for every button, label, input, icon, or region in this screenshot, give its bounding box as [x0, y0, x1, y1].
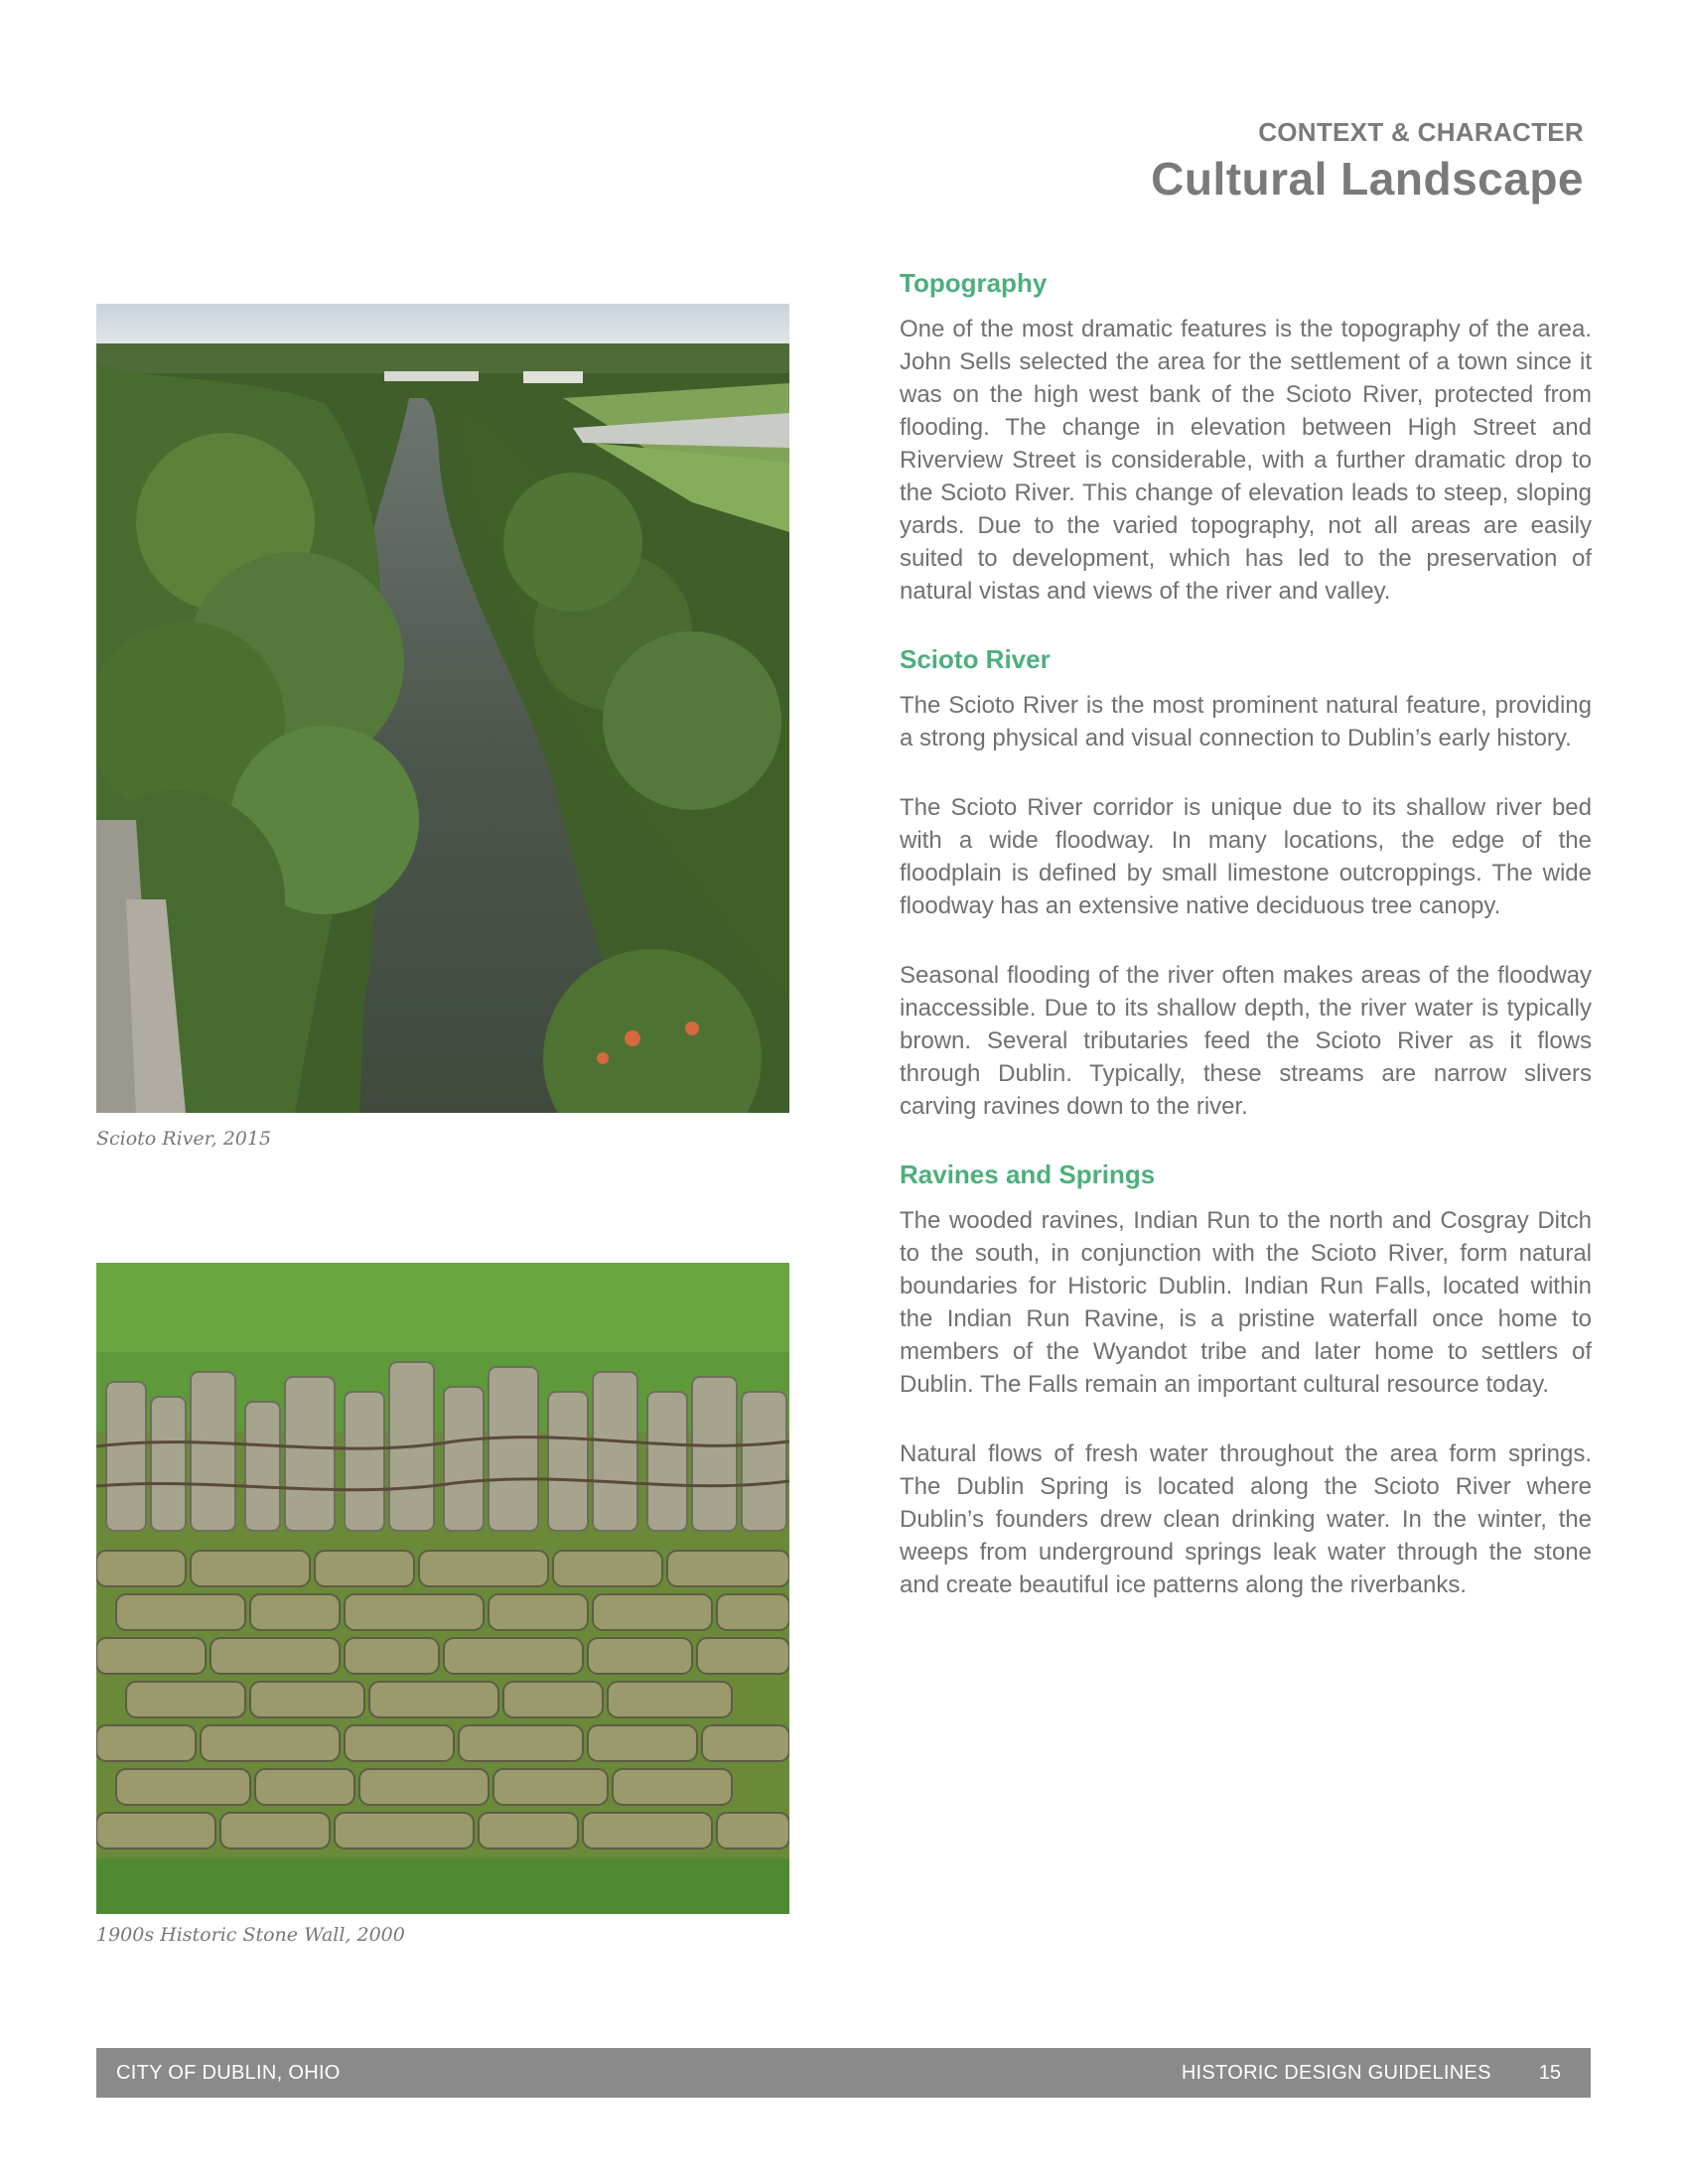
scioto-river-paragraph: The Scioto River is the most prominent natural feature, providing a strong physical and visual connection to Dublin’s early history. — [900, 692, 1592, 751]
section-kicker: CONTEXT & CHARACTER — [1258, 117, 1584, 147]
river-photo-caption: Scioto River, 2015 — [96, 1128, 272, 1150]
page-number: 15 — [1538, 2061, 1561, 2084]
topography-paragraph: One of the most dramatic features is the topography of the area. John Sells selected the area for the settlement of a town since it was on the high west bank of the Scioto River, protected from flooding. The change in elevation between High Street and Riverview Street is considerable, with a further dramatic drop to the Scioto River. This change of elevation leads to steep, sloping yards. Due to the varied topography, not all areas are easily suited to development, which has led to the preservation of natural vistas and views of the river and valley. — [900, 316, 1592, 605]
scioto-river-paragraph: The Scioto River corridor is unique due to its shallow river bed with a wide floodway. In many locations, the edge of the floodplain is defined by small limestone outcroppings. The wide floodway has an extensive native deciduous tree canopy. — [900, 794, 1592, 919]
scioto-river-paragraph: Seasonal flooding of the river often makes areas of the floodway inaccessible. Due to its shallow depth, the river water is typically brown. Several tributaries feed the Scioto River as it flows through Dublin. Typically, these streams are narrow slivers carving ravines down to the river. — [900, 962, 1592, 1120]
ravines-springs-paragraph: The wooded ravines, Indian Run to the north and Cosgray Ditch to the south, in conjunction with the Scioto River, form natural boundaries for Historic Dublin. Indian Run Falls, located within the Indian Run Ravine, is a pristine waterfall once home to members of the Wyandot tribe and later home to settlers of Dublin. The Falls remain an important cultural resource today. — [900, 1207, 1592, 1398]
scioto-river-section — [900, 644, 1592, 1123]
page-title: Cultural Landscape — [1151, 153, 1584, 205]
footer-document-title: HISTORIC DESIGN GUIDELINES — [1181, 2061, 1491, 2084]
ravines-springs-heading: Ravines and Springs — [900, 1160, 1156, 1189]
page-footer — [96, 2048, 1591, 2098]
scioto-river-photo — [96, 304, 789, 1113]
topography-heading: Topography — [900, 268, 1048, 298]
topography-section — [900, 268, 1592, 608]
footer-city: CITY OF DUBLIN, OHIO — [116, 2061, 341, 2084]
ravines-springs-section — [900, 1160, 1592, 1601]
scioto-river-heading: Scioto River — [900, 644, 1051, 674]
stone-wall-image — [96, 1263, 789, 1914]
ravines-springs-paragraph: Natural flows of fresh water throughout the area form springs. The Dublin Spring is located along the Scioto River where Dublin’s founders drew clean drinking water. In the winter, the weeps from underground springs leak water through the stone and create beautiful ice patterns along the riverbanks. — [900, 1440, 1592, 1598]
wall-photo-caption: 1900s Historic Stone Wall, 2000 — [96, 1924, 405, 1946]
main-content — [900, 268, 1592, 1638]
scioto-river-image — [96, 304, 789, 1113]
page-header — [1151, 117, 1584, 205]
stone-wall-photo — [96, 1263, 789, 1914]
